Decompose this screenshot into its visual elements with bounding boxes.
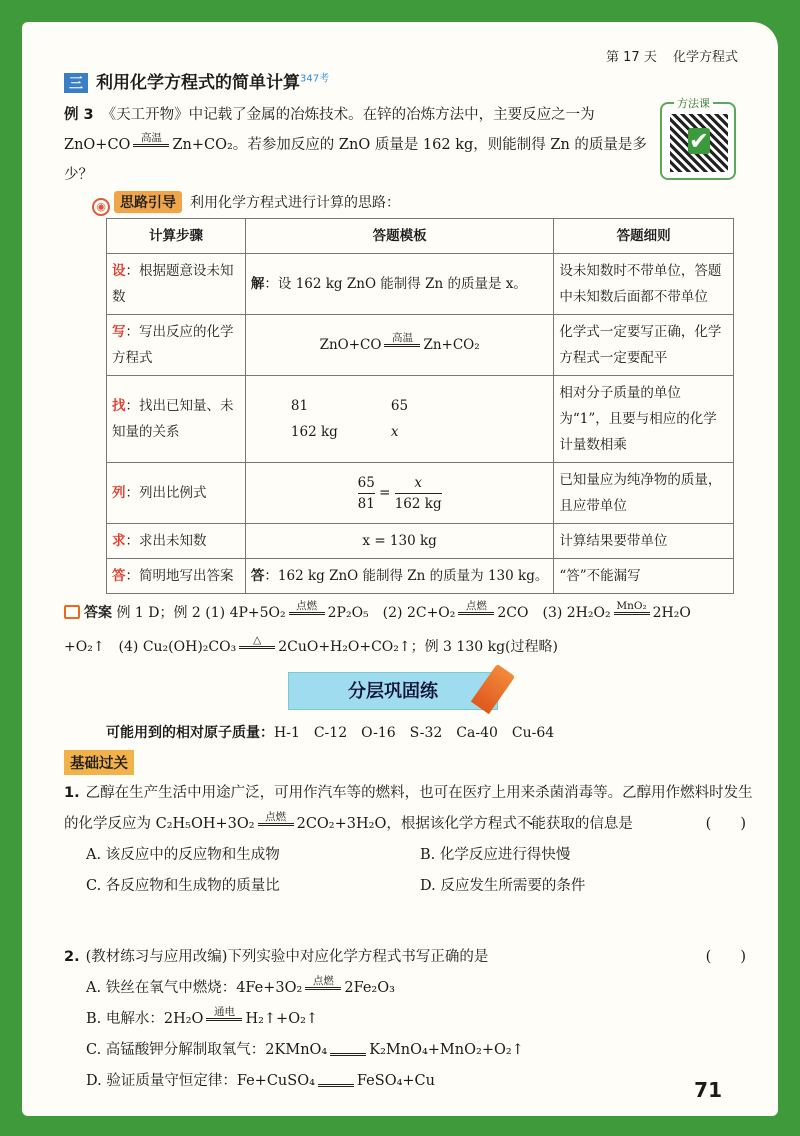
answer-paren[interactable]: ( ) xyxy=(705,816,746,832)
mass-value: 65 xyxy=(390,398,409,414)
template-lhs: ZnO+CO xyxy=(319,336,382,353)
atomic-masses-values: H-1 C-12 O-16 S-32 Ca-40 Cu-64 xyxy=(274,725,555,741)
answer-block xyxy=(64,596,744,664)
fraction xyxy=(395,473,442,514)
step-key: 找 xyxy=(112,398,126,414)
equation-condition: 点燃 xyxy=(312,974,334,987)
qr-label: 方法课 xyxy=(674,95,713,111)
emphasis-text: 不能 • xyxy=(517,816,546,832)
step-key: 写 xyxy=(112,324,126,340)
qr-code[interactable] xyxy=(660,97,736,180)
step-text: ：求出未知数 xyxy=(125,533,207,549)
table-row xyxy=(107,315,734,376)
section-title-text: 利用化学方程式的简单计算 xyxy=(96,73,300,93)
detail-text: 已知量应为纯净物的质量，且应带单位 xyxy=(554,463,734,524)
equation-arrow xyxy=(318,1075,354,1087)
template-rhs: Zn+CO₂ xyxy=(423,336,480,353)
example-text: 《天工开物》中记载了金属的冶炼技术。在锌的冶炼方法中，主要反应之一为 xyxy=(101,107,595,123)
mass-value: x xyxy=(390,424,399,440)
equation-condition: 点燃 xyxy=(296,599,318,612)
steps-table xyxy=(106,218,734,594)
basic-section-label: 基础过关 xyxy=(64,750,134,775)
guide xyxy=(92,191,400,216)
template-bold: 答 xyxy=(250,568,265,584)
equation-condition: △ xyxy=(253,633,262,646)
option-b[interactable]: B. 化学反应进行得快慢 xyxy=(420,847,571,863)
section-number: 三 xyxy=(64,73,88,93)
question-1 xyxy=(64,778,754,902)
template-bold: 解 xyxy=(250,276,265,292)
detail-text: 化学式一定要写正确，化学方程式一定要配平 xyxy=(554,315,734,376)
step-text: ：列出比例式 xyxy=(125,485,207,501)
option-text: B. 电解水：2H₂O xyxy=(86,1011,204,1027)
template-arrow xyxy=(384,332,420,359)
answer-text: 2H₂O xyxy=(652,605,691,621)
option-c[interactable] xyxy=(64,1035,754,1066)
option-d[interactable] xyxy=(64,1066,754,1097)
page-number: 71 xyxy=(694,1078,722,1102)
equation-arrow xyxy=(133,132,169,159)
header-topic: 化学方程式 xyxy=(672,50,738,65)
column-header: 计算步骤 xyxy=(107,219,246,254)
option-text: H₂↑+O₂↑ xyxy=(245,1011,319,1027)
table-row xyxy=(107,254,734,315)
answer-text: +O₂↑ (4) Cu₂(OH)₂CO₃ xyxy=(64,639,237,655)
question-number: 1. xyxy=(64,785,80,801)
section-tag: 347考 xyxy=(300,73,330,85)
detail-text: “答”不能漏写 xyxy=(554,559,734,594)
step-key: 答 xyxy=(112,568,126,584)
equation-condition: MnO₂ xyxy=(616,599,647,612)
answer-text: 2CuO+H₂O+CO₂↑；例 3 130 kg(过程略) xyxy=(278,639,558,655)
header-day: 第 17 天 xyxy=(606,50,657,65)
atomic-masses xyxy=(106,722,554,742)
equation-arrow xyxy=(289,600,325,627)
step-text: ：找出已知量、未知量的关系 xyxy=(112,398,234,440)
page-header xyxy=(594,46,738,65)
option-b[interactable] xyxy=(64,1004,754,1035)
section-title xyxy=(64,68,329,93)
guide-badge: 思路引导 xyxy=(114,191,182,213)
detail-text: 设未知数时不带单位，答题中未知数后面都不带单位 xyxy=(554,254,734,315)
equation-arrow xyxy=(458,600,494,627)
answer-text: 2P₂O₅ (2) 2C+O₂ xyxy=(327,605,456,621)
qr-image xyxy=(670,114,728,172)
detail-text: 相对分子质量的单位为“1”，且要与相应的化学计量数相乘 xyxy=(554,376,734,463)
step-key: 列 xyxy=(112,485,126,501)
equation-condition: 高温 xyxy=(140,131,162,144)
table-row xyxy=(107,376,734,463)
mass-value: 162 kg xyxy=(290,424,338,440)
answer-text: 例 1 D；例 2 (1) 4P+5O₂ xyxy=(116,605,286,621)
option-text: C. 高锰酸钾分解制取氧气：2KMnO₄ xyxy=(86,1042,328,1058)
question-text: 2CO₂+3H₂O，根据该化学方程式 xyxy=(296,816,517,832)
equation-condition: 通电 xyxy=(213,1005,235,1018)
guide-text: 利用化学方程式进行计算的思路： xyxy=(190,195,400,211)
equation-lhs: ZnO+CO xyxy=(64,137,131,153)
question-number: 2. xyxy=(64,949,80,965)
step-key: 求 xyxy=(112,533,126,549)
equation-condition: 点燃 xyxy=(465,599,487,612)
example-label: 例 3 xyxy=(64,107,94,123)
mass-value: 81 xyxy=(290,398,309,414)
question-2 xyxy=(64,942,754,1097)
option-text: FeSO₄+Cu xyxy=(356,1073,435,1089)
option-c[interactable]: C. 各反应物和生成物的质量比 xyxy=(86,878,280,894)
option-d[interactable]: D. 反应发生所需要的条件 xyxy=(420,878,586,894)
option-text: K₂MnO₄+MnO₂+O₂↑ xyxy=(369,1042,524,1058)
fraction xyxy=(358,473,375,514)
step-text: ：简明地写出答案 xyxy=(125,568,234,584)
numerator: 65 xyxy=(357,474,375,491)
table-header-row xyxy=(107,219,734,254)
equation-condition: 点燃 xyxy=(265,810,287,823)
table-row xyxy=(107,559,734,594)
table-row: 列：列出比例式 $\frac{65}{81}$ = $\frac{x}{162 kg}$ 已知量应为纯净物的质量，且应带单位 xyxy=(107,463,734,524)
page xyxy=(22,22,778,1116)
option-text: 2Fe₂O₃ xyxy=(344,980,395,996)
equation-rhs: Zn+CO₂ xyxy=(172,137,233,153)
answer-text: 2CO (3) 2H₂O₂ xyxy=(497,605,611,621)
equation-arrow xyxy=(614,600,650,627)
equation-arrow xyxy=(239,634,275,661)
question-text: 获取的信息是 xyxy=(545,816,633,832)
step-key: 设 xyxy=(112,263,126,279)
denominator: 162 kg xyxy=(395,493,442,514)
practice-banner: 分层巩固练 xyxy=(288,672,498,710)
question-text: (教材练习与应用改编)下列实验中对应化学方程式书写正确的是 xyxy=(85,949,489,965)
denominator: 81 xyxy=(358,493,375,514)
example-3 xyxy=(64,100,649,190)
numerator: x xyxy=(414,474,422,491)
example-question: 。若参加反应的 ZnO 质量是 162 kg，则能制得 Zn 的质量是多少？ xyxy=(64,137,647,183)
step-text: ：写出反应的化学方程式 xyxy=(112,324,234,366)
idea-icon: ◉ xyxy=(92,198,110,216)
template-text: ：设 162 kg ZnO 能制得 Zn 的质量是 x。 xyxy=(264,276,527,292)
column-header: 答题细则 xyxy=(554,219,734,254)
template-condition: 高温 xyxy=(391,331,413,344)
question-text: 乙醇在生产生活中用途广泛，可用作汽车等的燃料，也可在医疗上用来杀菌消毒等。乙醇用作燃料时发生的化学反应为 C₂H₅OH+3O₂ xyxy=(64,785,753,832)
answer-paren[interactable]: ( ) xyxy=(705,949,746,965)
answer-label: 答案 xyxy=(84,605,112,621)
column-header: 答题模板 xyxy=(245,219,553,254)
option-text: A. 铁丝在氧气中燃烧：4Fe+3O₂ xyxy=(86,980,303,996)
equation-arrow xyxy=(206,1006,242,1033)
template-text: ：162 kg ZnO 能制得 Zn 的质量为 130 kg。 xyxy=(264,568,549,584)
answer-icon xyxy=(64,605,80,619)
equation-arrow xyxy=(305,975,341,1002)
detail-text: 计算结果要带单位 xyxy=(554,524,734,559)
step-text: ：根据题意设未知数 xyxy=(112,263,234,305)
table-row xyxy=(107,524,734,559)
equation-arrow xyxy=(330,1044,366,1056)
equation-arrow xyxy=(258,811,294,838)
atomic-masses-label: 可能用到的相对原子质量： xyxy=(106,725,274,741)
option-a[interactable]: A. 该反应中的反应物和生成物 xyxy=(86,847,280,863)
options xyxy=(64,840,754,902)
option-a[interactable] xyxy=(64,973,754,1004)
option-text: D. 验证质量守恒定律：Fe+CuSO₄ xyxy=(86,1073,315,1089)
template-text: x = 130 kg xyxy=(245,524,553,559)
